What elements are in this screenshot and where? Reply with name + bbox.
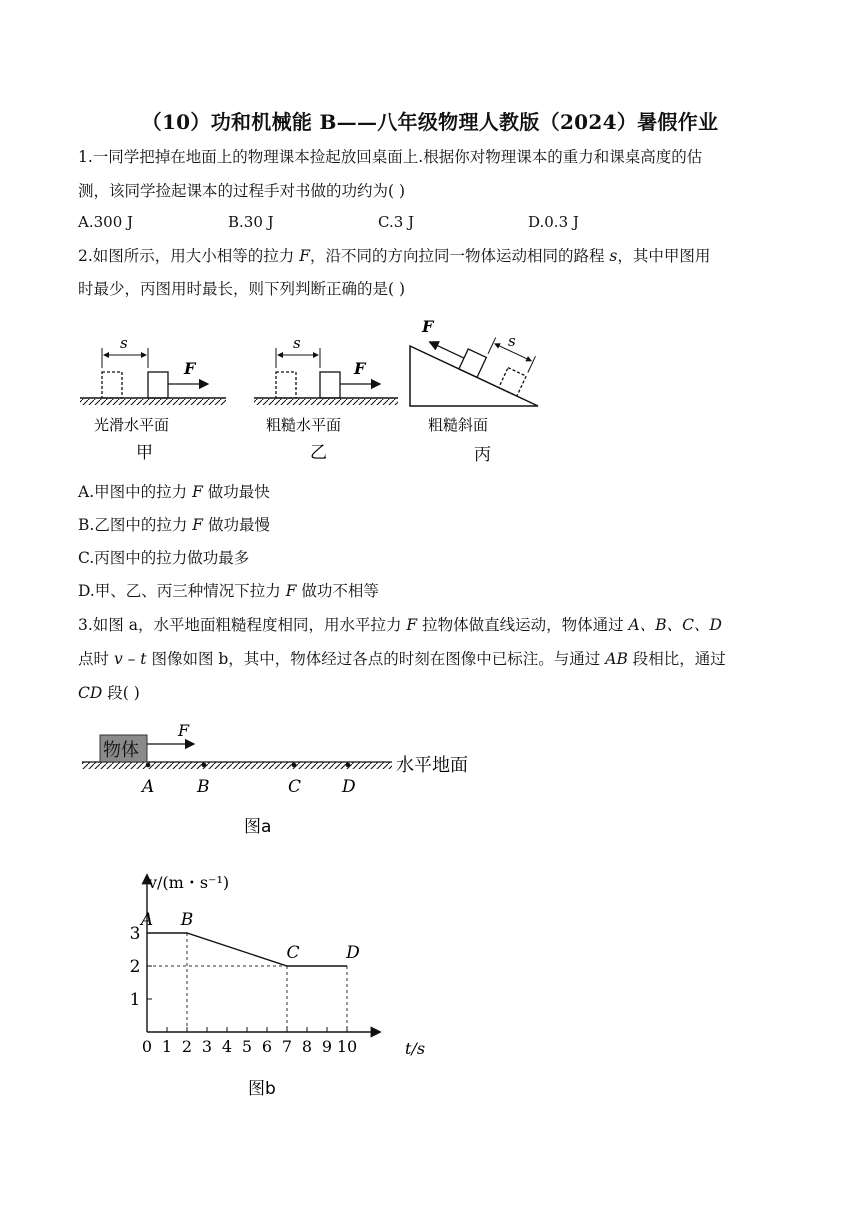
fig-a-point-d: D: [342, 777, 356, 797]
y-tick-label: 3: [129, 924, 141, 944]
fig-yi-s-label: s: [293, 334, 301, 352]
q2-line-2: 时最少，丙图用时最长，则下列判断正确的是( ): [78, 280, 406, 298]
q3-line-1: 3.如图 a，水平地面粗糙程度相同，用水平拉力 F 拉物体做直线运动，物体通过 A、B、C、D: [78, 616, 722, 634]
fig-a-F-label: F: [178, 721, 190, 740]
fig-a-point-c: C: [288, 777, 302, 797]
q1-option-a: A.300 J: [78, 213, 134, 231]
q3-figure-b-chart: [120, 862, 440, 1107]
y-tick-label: 1: [129, 990, 141, 1010]
y-tick-label: 2: [129, 957, 141, 977]
fig-bing-F-label: F: [422, 317, 434, 336]
fig-yi: [254, 334, 398, 463]
q3-figure-a: [76, 716, 496, 841]
q2-option-c: C.丙图中的拉力做功最多: [78, 549, 250, 567]
page-title: （10）功和机械能 B——八年级物理人教版（2024）暑假作业: [141, 110, 719, 134]
x-tick-label: 9: [321, 1037, 333, 1056]
q3-line-2: 点时 v – t 图像如图 b，其中，物体经过各点的时刻在图像中已标注。与通过 AB 段相比，通过: [78, 650, 726, 668]
fig-yi-F-label: F: [354, 359, 366, 378]
fig-a-point-a: A: [142, 777, 155, 797]
fig-a-ground-label: 水平地面: [396, 755, 468, 776]
point-label: B: [180, 910, 194, 930]
q2-figure: [76, 310, 556, 475]
fig-bing-s-label: s: [508, 332, 516, 350]
velocity-line: [147, 933, 347, 966]
x-tick-label: 0: [141, 1037, 153, 1056]
x-tick-label: 10: [336, 1037, 358, 1056]
fig-jia-s-label: s: [120, 334, 128, 352]
fig-bing-name: 丙: [474, 445, 491, 465]
q3-line-3: CD 段( ): [78, 684, 140, 702]
x-tick-label: 1: [161, 1037, 173, 1056]
fig-b-caption: 图b: [248, 1079, 276, 1099]
fig-jia-caption: 光滑水平面: [94, 416, 170, 434]
fig-a-point-b: B: [197, 777, 210, 797]
point-label: D: [346, 943, 360, 963]
fig-yi-caption: 粗糙水平面: [266, 416, 342, 434]
q1-option-d: D.0.3 J: [528, 213, 579, 231]
q2-option-b: B.乙图中的拉力 F 做功最慢: [78, 516, 270, 534]
fig-bing: [410, 313, 538, 465]
x-tick-label: 5: [241, 1037, 253, 1056]
fig-jia: [80, 334, 226, 463]
fig-a-block-label: 物体: [103, 740, 139, 761]
x-tick-label: 3: [201, 1037, 213, 1056]
fig-bing-caption: 粗糙斜面: [428, 416, 489, 434]
q1-line-2: 测，该同学捡起课本的过程手对书做的功约为( ): [78, 182, 406, 200]
x-tick-label: 2: [181, 1037, 193, 1056]
x-tick-label: 4: [221, 1037, 233, 1056]
q1-line-1: 1.一同学把掉在地面上的物理课本捡起放回桌面上.根据你对物理课本的重力和课桌高度的估: [78, 148, 703, 166]
q1-option-b: B.30 J: [228, 213, 274, 231]
fig-yi-name: 乙: [310, 443, 327, 463]
q1-option-c: C.3 J: [378, 213, 415, 231]
point-label: C: [286, 943, 300, 963]
fig-a-caption: 图a: [244, 817, 272, 837]
x-tick-label: 7: [281, 1037, 293, 1056]
fig-jia-name: 甲: [136, 443, 153, 463]
fig-jia-F-label: F: [184, 359, 196, 378]
fig-b-ylabel: v/(m・s⁻¹): [148, 873, 230, 892]
q2-line-1: 2.如图所示，用大小相等的拉力 F，沿不同的方向拉同一物体运动相同的路程 s，其中甲图用: [78, 247, 711, 265]
q2-option-a: A.甲图中的拉力 F 做功最快: [78, 483, 270, 501]
point-label: A: [140, 910, 154, 930]
q2-option-d: D.甲、乙、丙三种情况下拉力 F 做功不相等: [78, 582, 379, 600]
fig-b-xlabel: t/s: [405, 1039, 426, 1058]
x-tick-label: 6: [261, 1037, 273, 1056]
x-tick-label: 8: [301, 1037, 313, 1056]
